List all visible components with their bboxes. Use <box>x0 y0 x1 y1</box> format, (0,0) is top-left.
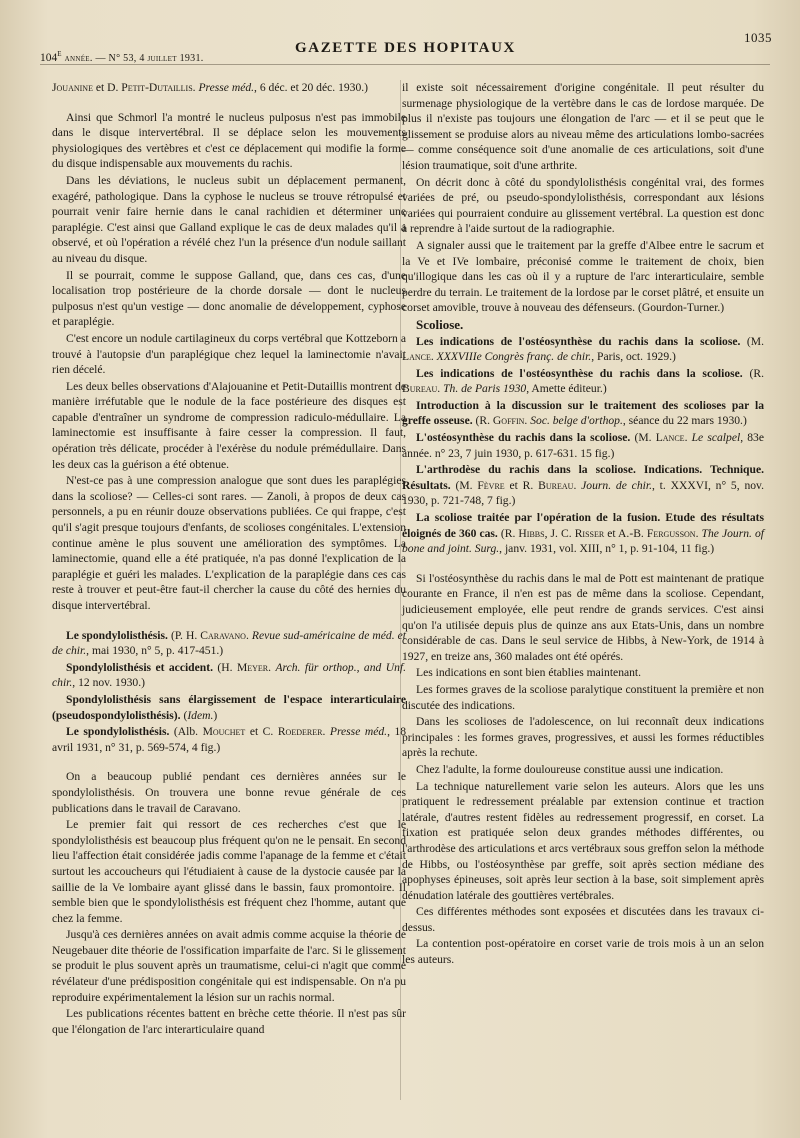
ref-text: . <box>322 725 330 739</box>
ref-text: ) <box>213 708 218 722</box>
ref-text: et A.-B. <box>604 526 647 540</box>
ref-text: (M. <box>740 334 765 348</box>
ref-text: . <box>573 478 582 492</box>
ref-title: Spondylolisthésis sans élargissement de l'espace interarticulaire (pseudospondylolisthésis). <box>52 692 406 722</box>
journal-title: GAZETTE DES HOPITAUX <box>295 40 516 56</box>
ref-title: Le spondylolisthésis. <box>66 628 168 642</box>
bibliographic-reference <box>52 692 406 723</box>
ref-author: Bureau <box>538 478 574 492</box>
ref-journal: Journ. de chir. <box>581 478 652 492</box>
issue-ordinal: 104 <box>40 51 58 64</box>
ref-journal: Revue sud-américaine de méd. et de chir. <box>52 628 407 658</box>
ref-text: ( <box>180 708 188 722</box>
ref-text: . <box>192 81 199 94</box>
ref-text: (Alb. <box>169 725 203 739</box>
ref-date: , 6 déc. et 20 déc. 1930.) <box>254 81 369 94</box>
ref-text: et R. <box>504 478 539 492</box>
paragraph: La technique naturellement varie selon les auteurs. Alors que les uns pratiquent le redressement préalable par extension continue et traction latérale, d'autres restent fidèles au redressement progressif, en corset. La fixation est pratiquée selon deux grandes méthodes différentes, ou l'arthrodèse des articulations et arcs vertébraux sous greffon selon la méthode de Hibbs, ou l'ostéosynthèse par greffe, soit après section médiane des apophyses épineuses, soit après leur section à la base, soit simplement après dénudation latérale des gouttières vertébrales. <box>402 779 764 902</box>
ref-text: , 12 nov. 1930.) <box>72 676 145 690</box>
ref-text: , janv. 1931, vol. XIII, n° 1, p. 91-104, 11 fig.) <box>499 542 715 556</box>
ref-author: Petit-Dutaillis <box>121 81 193 94</box>
bibliographic-reference <box>402 398 764 429</box>
ref-text: , séance du 22 mars 1930.) <box>622 414 747 428</box>
page-header <box>40 30 774 64</box>
paragraph: On décrit donc à côté du spondylolisthésis congénital vrai, des formes variées de pré, ou pseudo-spondylolisthésis, correspondant aux lésions variées qui pourraient conduire au glissement vertébral. La question est donc à reprendre à l'aide surtout de la radiographie. <box>402 175 764 236</box>
ref-author: Lance <box>402 350 431 364</box>
ref-author: Caravano <box>200 628 246 642</box>
bibliographic-reference <box>52 724 406 755</box>
ref-author: Jouanine <box>52 81 93 94</box>
ref-title: Le spondylolisthésis. <box>66 725 170 739</box>
ref-text: . <box>268 660 276 674</box>
ref-journal: Presse méd. <box>329 725 388 739</box>
right-column <box>402 80 764 969</box>
ref-title: L'ostéosynthèse du rachis dans la scoliose. <box>416 431 631 445</box>
ref-text: (R. <box>472 414 493 428</box>
bibliographic-reference <box>52 660 406 691</box>
paragraph: Les indications en sont bien établies maintenant. <box>416 666 642 680</box>
paragraph: Ces différentes méthodes sont exposées et discutées dans les travaux ci-dessus. <box>402 905 764 934</box>
ref-text: (R. <box>497 526 519 540</box>
paragraph: La contention post-opératoire en corset varie de trois mois à un an selon les auteurs. <box>402 937 764 967</box>
ref-journal: Idem. <box>187 708 214 722</box>
ref-author: Bureau <box>402 382 438 396</box>
ref-title: Introduction à la discussion sur le traitement des scolioses par la greffe osseuse. <box>402 398 764 428</box>
ref-author: Risser <box>574 526 605 540</box>
bibliographic-reference <box>402 366 764 397</box>
ref-text: . <box>430 350 437 364</box>
ref-text: (P. H. <box>167 628 201 642</box>
ref-author: Roederer <box>277 725 323 739</box>
paragraph: Si l'ostéosynthèse du rachis dans le mal de Pott est maintenant de pratique courante en France, il n'en est pas de même dans la scoliose. Cependant, judicieusement employée, elle peut rendre de grands services. C'est ainsi qu'on l'a utilisée depuis plus de quinze ans aux Etats-Unis, dans un nombre considérable de cas. Dans le seul service de Hibbs, à New-York, de 1914 à 1927, en treize ans, 360 malades ont été opérés. <box>402 571 764 663</box>
ref-text: et D. <box>92 81 122 94</box>
ref-author: Goffin <box>492 414 525 428</box>
bibliographic-reference <box>402 510 764 557</box>
ref-journal: XXXVIIIe Congrès franç. de chir. <box>436 350 592 364</box>
paragraph: C'est encore un nodule cartilagineux du corps vertébral que Kottzeborn a trouvé à l'autopsie d'un paraplégique chez lequel la laminectomie n'avait rien décelé. <box>52 331 406 377</box>
ref-text: , 83e année. n° 23, 7 juin 1930, p. 617-631. 15 fig.) <box>402 431 764 460</box>
ref-text: . <box>684 431 692 445</box>
left-column <box>52 80 406 1038</box>
ref-journal: Soc. belge d'orthop. <box>530 414 623 428</box>
ref-text: . <box>695 526 702 540</box>
paragraph: Jusqu'à ces dernières années on avait admis comme acquise la théorie de Neugebauer dite théorie de l'ossification imparfaite de l'arc. Si le glissement se produit le plus souvent après un traumatisme, celui-ci n'agit que comme révélateur d'une prédisposition congénitale qui est indispensable. On n'a pu reproduire expérimentalement la lésion sur un rachis normal. <box>52 928 406 1004</box>
ref-journal: Th. de Paris 1930 <box>443 382 527 396</box>
paragraph: N'est-ce pas à une compression analogue que sont dues les paraplégies dans la scoliose? — Celles-ci sont rares. — Zanoli, à propos de deux cas personnels, a pu en réunir douze observations publiées. Ce qui frappe, c'est qu'il s'agit presque toujours d'enfants, de scolioses congénitales. L'extension continue amène le plus souvent une amélioration des symptômes. La laminectomie, quand elle a été pratiquée, n'a pas donné l'explication de la paraplégie et guéri les malades. L'explication de la paraplégie dans ces cas reste à trouver et peut-être faut-il chercher la cause du côté des hernies du disque intervertébral. <box>52 474 406 612</box>
ref-text: . <box>437 382 444 396</box>
ref-author: Meyer <box>236 660 269 674</box>
ref-text: , mai 1930, n° 5, p. 417-451.) <box>86 644 224 658</box>
reference-continuation <box>52 80 406 96</box>
paragraph: Les formes graves de la scoliose paralytique constituent la première et non discutée des indications. <box>402 682 764 712</box>
paragraph: Le premier fait qui ressort de ces recherches c'est que le spondylolisthésis est beaucoup plus fréquent qu'on ne le pensait. En second lieu l'affection était considérée jadis comme l'apanage de la femme et c'était surtout les accoucheurs qui l'étudiaient à cause de la dystocie causée par la saillie de la Ve lombaire ayant glissé dans le bassin, faux promontoire. Il semble bien que le spondylolisthésis est fréquent chez l'homme, autant que chez la femme. <box>52 818 406 925</box>
ref-author: Mouchet <box>202 725 246 739</box>
paragraph: On a beaucoup publié pendant ces dernières années sur le spondylolisthésis. On trouvera une bonne revue générale de ces publications dans le travail de Caravano. <box>52 770 406 815</box>
page-number: 1035 <box>744 30 772 45</box>
bibliographic-reference <box>402 462 764 509</box>
paragraph: Dans les scolioses de l'adolescence, on lui reconnaît deux indications principales : les formes graves, progressives, et aussi les formes réductibles après la rechute. <box>402 715 764 760</box>
ref-text: et C. <box>245 725 278 739</box>
paragraph: A signaler aussi que le traitement par la greffe d'Albee entre le sacrum et la Ve et IVe lombaire, préconisé comme le traitement de choix, bien qu'illogique dans les cas où il y a rupture de l'arc interarticulaire, semble perdre du terrain. Le traitement de la lordose par le corset plâtré, et ensuite un corset amovible, trouve à nouveau des défenseurs. (Gourdon-Turner.) <box>402 238 764 315</box>
ref-journal: Le scalpel <box>691 431 741 445</box>
bibliographic-reference <box>402 334 764 365</box>
paragraph: Les deux belles observations d'Alajouanine et Petit-Dutaillis montrent de manière irréfutable que le nodule de la face postérieure des disques est capable d'entraîner un syndrome de compression radiculo-médullaire. La laminectomie est insuffisante à faire cesser la compression. Il faut, opération très délicate, procéder à l'exérèse du nodule prémédullaire. Dans les deux cas la guérison a été obtenue. <box>52 379 406 471</box>
ref-author: Fèvre <box>477 478 505 492</box>
ref-title: Spondylolisthésis et accident. <box>66 660 213 674</box>
ref-text: (H. <box>212 660 237 674</box>
ref-author: Lance <box>655 431 685 445</box>
ref-title: La scoliose traitée par l'opération de la fusion. Etude des résultats éloignés de 360 cas. <box>402 511 764 540</box>
ref-journal: The Journ. of bone and joint. Surg. <box>402 526 765 556</box>
paragraph: il existe soit nécessairement d'origine congénitale. Il peut résulter du surmenage physiologique de la vertèbre dans le cas de lordose marquée. De plus il n'existe pas toujours une élongation de l'arc — et il se peut que le glissement se produise alors au niveau même des articulations lombo-sacrées — comme conséquence soit d'une anomalie de ces articulations, soit d'une lésion traumatique, soit d'une arthrite. <box>402 81 764 172</box>
paragraph: Ainsi que Schmorl l'a montré le nucleus pulposus n'est pas immobile dans le disque intervertébral. Il se déplace selon les mouvements physiologiques des vertèbres et c'est ce déplacement qui modifie la forme du disque indispensable aux mouvements du rachis. <box>52 110 406 171</box>
paragraph: Les publications récentes battent en brèche cette théorie. Il n'est pas sûr que l'élongation de l'arc interarticulaire quand <box>52 1007 406 1036</box>
paragraph: Il se pourrait, comme le suppose Galland, que, dans ces cas, d'une localisation trop postérieure de la chorde dorsale — dont le nucleus pulposus n'est qu'un vestige — donc anomalie de développement, cyphose et paraplégie. <box>52 268 406 329</box>
ref-text: (M. <box>630 431 656 445</box>
bibliographic-reference <box>52 628 406 659</box>
bibliographic-reference <box>402 430 764 461</box>
ref-text: . <box>245 628 252 642</box>
issue-date: année. — N° 53, 4 juillet 1931. <box>61 52 204 64</box>
ref-journal: Arch. für orthop., and Unf. chir. <box>52 660 406 690</box>
ref-text: (R. <box>742 366 764 380</box>
ref-text: , J. C. <box>544 526 575 540</box>
ref-text: , t. XXXVI, n° 5, nov. 1930, p. 721-748, 7 fig.) <box>402 478 764 508</box>
ref-title: Les indications de l'ostéosynthèse du rachis dans la scoliose. <box>416 366 743 380</box>
issue-ordinal-suffix: e <box>57 48 62 59</box>
issue-info <box>40 48 204 64</box>
ref-title: Les indications de l'ostéosynthèse du rachis dans la scoliose. <box>416 334 741 348</box>
ref-text: , Paris, oct. 1929.) <box>591 350 676 364</box>
ref-author: Fergusson <box>646 526 696 540</box>
ref-text: , 18 avril 1931, n° 31, p. 569-574, 4 fig.) <box>52 725 407 754</box>
section-heading: Scoliose. <box>416 316 464 332</box>
ref-author: Hibbs <box>518 526 545 540</box>
ref-text: . <box>524 414 531 428</box>
paragraph: Chez l'adulte, la forme douloureuse constitue aussi une indication. <box>416 762 724 776</box>
column-divider <box>400 80 401 1100</box>
ref-text: , Amette éditeur.) <box>526 382 607 396</box>
ref-title: L'arthrodèse du rachis dans la scoliose. Indications. Technique. Résultats. <box>402 463 764 492</box>
header-divider <box>40 64 770 65</box>
ref-text: (M. <box>450 478 478 492</box>
paragraph: Dans les déviations, le nucleus subit un déplacement permanent, exagéré, pathologique. Dans la cyphose le nucleus se trouve rétropulsé et pourrait venir faire hernie dans le canal rachidien et déterminer une paraplégie. C'est ainsi que Galland explique le cas de deux malades qu'il a observé, et où l'opération a révélé chez l'un la présence d'un nodule saillant au niveau du disque. <box>52 173 406 265</box>
ref-journal: Presse méd. <box>198 81 255 94</box>
